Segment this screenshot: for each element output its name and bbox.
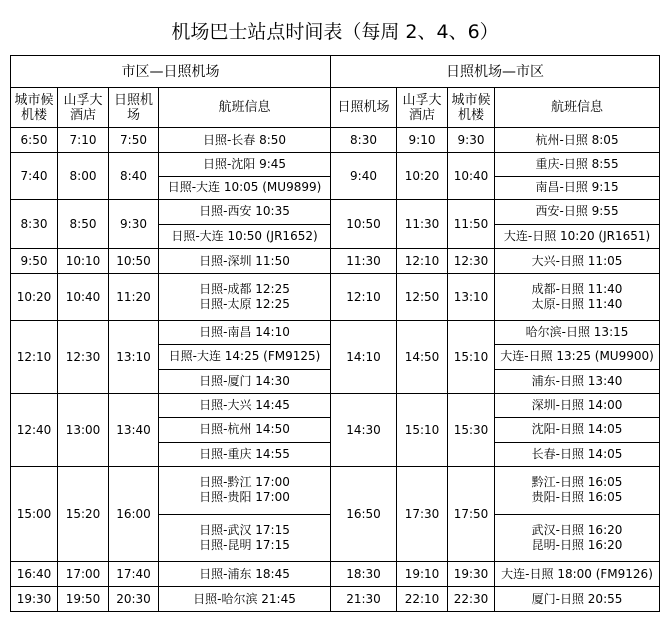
city-terminal-time: 7:40 <box>11 153 58 200</box>
flight-entry: 成都-日照 11:40 <box>531 282 623 296</box>
schedule-row <box>11 562 660 587</box>
city-terminal-time: 16:40 <box>11 562 58 587</box>
flight-group <box>159 417 330 441</box>
shanfu-hotel-time: 15:10 <box>397 394 448 467</box>
flight-info-cell <box>159 274 331 321</box>
schedule-row <box>11 321 660 394</box>
shanfu-hotel-time: 10:10 <box>58 249 109 274</box>
flight-entry: 深圳-日照 14:00 <box>531 398 623 413</box>
flight-group <box>495 128 659 152</box>
shanfu-hotel-time: 8:00 <box>58 153 109 200</box>
airport-time: 16:50 <box>331 467 397 562</box>
city-terminal-time: 22:30 <box>448 587 495 612</box>
shanfu-hotel-time: 19:50 <box>58 587 109 612</box>
flight-entry: 西安-日照 9:55 <box>535 204 619 219</box>
flight-group <box>159 176 330 200</box>
col-header-shanfu-hotel: 山孚大酒店 <box>58 88 109 128</box>
shanfu-hotel-time: 11:30 <box>397 200 448 249</box>
airport-time: 9:40 <box>331 153 397 200</box>
flight-group <box>495 176 659 200</box>
flight-entry: 日照-哈尔滨 21:45 <box>193 591 296 606</box>
flight-entry: 大连-日照 10:20 (JR1651) <box>503 228 651 243</box>
flight-group <box>495 587 659 611</box>
city-terminal-time: 10:20 <box>11 274 58 321</box>
city-terminal-time: 11:50 <box>448 200 495 249</box>
schedule-row <box>11 394 660 467</box>
city-terminal-time: 9:50 <box>11 249 58 274</box>
schedule-row <box>11 249 660 274</box>
shanfu-hotel-time: 10:20 <box>397 153 448 200</box>
flight-group <box>495 344 659 368</box>
flight-entry: 长春-日照 14:05 <box>531 446 623 461</box>
flight-entry: 日照-成都 12:25 <box>199 282 290 296</box>
city-terminal-time: 8:30 <box>11 200 58 249</box>
flight-entry: 日照-黔江 17:00 <box>199 475 290 490</box>
flight-entry: 南昌-日照 9:15 <box>535 180 619 195</box>
city-terminal-time: 15:10 <box>448 321 495 394</box>
flight-entry: 日照-重庆 14:55 <box>199 446 290 461</box>
flight-entry: 贵阳-日照 16:05 <box>531 490 623 505</box>
city-terminal-time: 15:30 <box>448 394 495 467</box>
flight-entry: 昆明-日照 16:20 <box>531 537 623 552</box>
flight-entry: 黔江-日照 16:05 <box>531 475 623 490</box>
shanfu-hotel-time: 10:40 <box>58 274 109 321</box>
schedule-row <box>11 200 660 249</box>
flight-group <box>159 249 330 273</box>
flight-entry: 日照-大连 10:50 (JR1652) <box>171 228 318 243</box>
col-header-rizhao-airport: 日照机场 <box>331 88 397 128</box>
flight-info-cell <box>495 249 660 274</box>
flight-info-cell <box>495 562 660 587</box>
col-header-rizhao-airport: 日照机场 <box>109 88 159 128</box>
flight-info-cell <box>159 467 331 562</box>
airport-time: 8:30 <box>331 128 397 153</box>
flight-group <box>159 442 330 466</box>
shanfu-hotel-time: 8:50 <box>58 200 109 249</box>
airport-time: 11:20 <box>109 274 159 321</box>
airport-time: 8:40 <box>109 153 159 200</box>
flight-entry: 日照-长春 8:50 <box>202 132 287 147</box>
city-terminal-time: 17:50 <box>448 467 495 562</box>
flight-info-cell <box>495 394 660 467</box>
flight-entry: 沈阳-日照 14:05 <box>531 422 623 437</box>
flight-group <box>159 200 330 224</box>
flight-entry: 日照-深圳 11:50 <box>199 253 290 268</box>
city-terminal-time: 6:50 <box>11 128 58 153</box>
city-terminal-time: 12:40 <box>11 394 58 467</box>
flight-group <box>159 274 330 320</box>
flight-info-cell <box>159 128 331 153</box>
shanfu-hotel-time: 12:10 <box>397 249 448 274</box>
flight-info-cell <box>495 587 660 612</box>
shanfu-hotel-time: 19:10 <box>397 562 448 587</box>
page-title: 机场巴士站点时间表（每周 2、4、6） <box>11 8 660 56</box>
flight-group <box>495 562 659 586</box>
flight-info-cell <box>159 394 331 467</box>
airport-time: 16:00 <box>109 467 159 562</box>
airport-time: 20:30 <box>109 587 159 612</box>
airport-time: 17:40 <box>109 562 159 587</box>
city-terminal-time: 9:30 <box>448 128 495 153</box>
bus-schedule-table <box>10 8 660 612</box>
airport-time: 11:30 <box>331 249 397 274</box>
airport-time: 10:50 <box>331 200 397 249</box>
airport-time: 13:10 <box>109 321 159 394</box>
city-terminal-time: 19:30 <box>11 587 58 612</box>
airport-time: 21:30 <box>331 587 397 612</box>
flight-group <box>159 587 330 611</box>
flight-group <box>159 394 330 417</box>
shanfu-hotel-time: 13:00 <box>58 394 109 467</box>
flight-group <box>495 394 659 417</box>
schedule-row <box>11 467 660 562</box>
shanfu-hotel-time: 17:00 <box>58 562 109 587</box>
flight-entry: 武汉-日照 16:20 <box>531 522 623 537</box>
group-header-city-to-airport: 市区—日照机场 <box>11 56 331 88</box>
flight-group <box>159 153 330 176</box>
flight-entry: 日照-大连 14:25 (FM9125) <box>168 349 321 364</box>
flight-info-cell <box>495 321 660 394</box>
flight-entry: 浦东-日照 13:40 <box>531 373 623 388</box>
col-header-city-terminal: 城市候机楼 <box>448 88 495 128</box>
col-header-flight-info: 航班信息 <box>495 88 660 128</box>
flight-group <box>159 467 330 514</box>
flight-group <box>495 224 659 249</box>
flight-group <box>495 249 659 273</box>
airport-time: 14:10 <box>331 321 397 394</box>
city-terminal-time: 13:10 <box>448 274 495 321</box>
group-header-airport-to-city: 日照机场—市区 <box>331 56 660 88</box>
shanfu-hotel-time: 12:30 <box>58 321 109 394</box>
schedule-row <box>11 128 660 153</box>
flight-group <box>159 224 330 249</box>
flight-entry: 大兴-日照 11:05 <box>531 253 623 268</box>
flight-group <box>159 344 330 368</box>
flight-group <box>495 514 659 562</box>
city-terminal-time: 19:30 <box>448 562 495 587</box>
flight-entry: 日照-武汉 17:15 <box>199 522 290 537</box>
flight-info-cell <box>159 587 331 612</box>
flight-info-cell <box>495 274 660 321</box>
airport-time: 13:40 <box>109 394 159 467</box>
flight-entry: 日照-昆明 17:15 <box>199 537 290 552</box>
flight-group <box>159 369 330 393</box>
flight-entry: 日照-大兴 14:45 <box>199 398 290 413</box>
city-terminal-time: 12:30 <box>448 249 495 274</box>
airport-time: 7:50 <box>109 128 159 153</box>
airport-time: 18:30 <box>331 562 397 587</box>
flight-info-cell <box>159 200 331 249</box>
flight-entry: 日照-杭州 14:50 <box>199 422 290 437</box>
flight-info-cell <box>159 249 331 274</box>
shanfu-hotel-time: 14:50 <box>397 321 448 394</box>
shanfu-hotel-time: 22:10 <box>397 587 448 612</box>
flight-group <box>495 274 659 320</box>
shanfu-hotel-time: 12:50 <box>397 274 448 321</box>
flight-entry: 日照-大连 10:05 (MU9899) <box>167 180 322 195</box>
shanfu-hotel-time: 15:20 <box>58 467 109 562</box>
schedule-sheet <box>10 8 659 612</box>
schedule-row <box>11 274 660 321</box>
flight-group <box>495 321 659 344</box>
flight-info-cell <box>495 128 660 153</box>
flight-entry: 重庆-日照 8:55 <box>535 156 619 171</box>
flight-info-cell <box>159 321 331 394</box>
flight-info-cell <box>159 153 331 200</box>
flight-info-cell <box>495 153 660 200</box>
flight-group <box>159 321 330 344</box>
flight-group <box>159 514 330 562</box>
schedule-row <box>11 153 660 200</box>
shanfu-hotel-time: 17:30 <box>397 467 448 562</box>
city-terminal-time: 10:40 <box>448 153 495 200</box>
flight-entry: 日照-沈阳 9:45 <box>202 156 287 171</box>
flight-info-cell <box>495 467 660 562</box>
flight-entry: 日照-西安 10:35 <box>199 204 290 219</box>
flight-entry: 厦门-日照 20:55 <box>531 591 623 606</box>
flight-group <box>495 200 659 224</box>
flight-group <box>495 467 659 514</box>
flight-entry: 太原-日照 11:40 <box>531 297 623 311</box>
airport-time: 9:30 <box>109 200 159 249</box>
col-header-shanfu-hotel: 山孚大酒店 <box>397 88 448 128</box>
city-terminal-time: 15:00 <box>11 467 58 562</box>
col-header-flight-info: 航班信息 <box>159 88 331 128</box>
flight-entry: 日照-太原 12:25 <box>199 297 290 311</box>
flight-entry: 杭州-日照 8:05 <box>535 132 619 147</box>
flight-group <box>495 417 659 441</box>
col-header-city-terminal: 城市候机楼 <box>11 88 58 128</box>
flight-info-cell <box>159 562 331 587</box>
schedule-row <box>11 587 660 612</box>
flight-info-cell <box>495 200 660 249</box>
flight-group <box>495 442 659 466</box>
flight-entry: 大连-日照 18:00 (FM9126) <box>501 566 653 581</box>
flight-entry: 日照-浦东 18:45 <box>199 566 290 581</box>
flight-entry: 日照-贵阳 17:00 <box>199 490 290 505</box>
airport-time: 14:30 <box>331 394 397 467</box>
flight-entry: 日照-厦门 14:30 <box>199 373 290 388</box>
shanfu-hotel-time: 9:10 <box>397 128 448 153</box>
shanfu-hotel-time: 7:10 <box>58 128 109 153</box>
flight-entry: 哈尔滨-日照 13:15 <box>525 325 629 340</box>
flight-group <box>495 369 659 393</box>
airport-time: 10:50 <box>109 249 159 274</box>
flight-group <box>159 128 330 152</box>
city-terminal-time: 12:10 <box>11 321 58 394</box>
flight-group <box>495 153 659 176</box>
flight-group <box>159 562 330 586</box>
flight-entry: 日照-南昌 14:10 <box>199 325 290 340</box>
airport-time: 12:10 <box>331 274 397 321</box>
flight-entry: 大连-日照 13:25 (MU9900) <box>500 349 654 364</box>
